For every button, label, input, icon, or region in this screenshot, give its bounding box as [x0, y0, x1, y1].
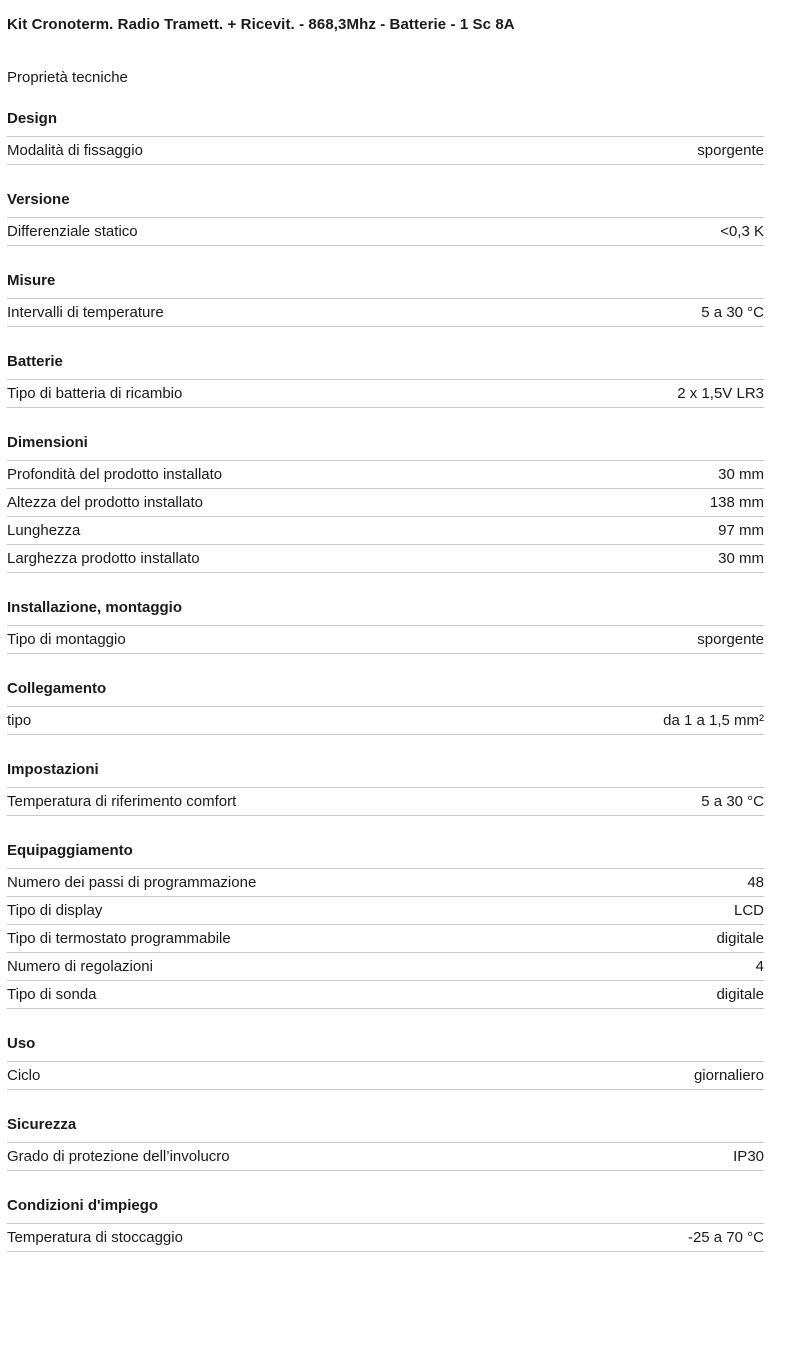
spec-section [7, 840, 764, 1009]
spec-row [7, 545, 764, 573]
spec-label: Numero dei passi di programmazione [7, 874, 257, 891]
spec-section [7, 351, 764, 408]
section-title: Condizioni d'impiego [7, 1195, 764, 1224]
spec-value: giornaliero [693, 1067, 764, 1084]
spec-label: Temperatura di stoccaggio [7, 1229, 183, 1246]
product-title: Kit Cronoterm. Radio Tramett. + Ricevit. - 868,3Mhz - Batterie - 1 Sc 8A [7, 16, 515, 33]
section-title: Batterie [7, 351, 764, 380]
spec-label: tipo [7, 712, 32, 729]
spec-row [7, 1224, 764, 1252]
spec-section [7, 1033, 764, 1090]
spec-label: Tipo di display [7, 902, 103, 919]
spec-section [7, 189, 764, 246]
spec-label: Grado di protezione dell’involucro [7, 1148, 230, 1165]
spec-label: Ciclo [7, 1067, 41, 1084]
spec-label: Larghezza prodotto installato [7, 550, 200, 567]
spec-label: Tipo di termostato programmabile [7, 930, 231, 947]
spec-row [7, 707, 764, 735]
spec-label: Tipo di sonda [7, 986, 97, 1003]
spec-label: Tipo di batteria di ricambio [7, 385, 183, 402]
section-title: Impostazioni [7, 759, 764, 788]
spec-section [7, 108, 764, 165]
spec-value: 48 [747, 874, 764, 891]
section-title: Uso [7, 1033, 764, 1062]
spec-row [7, 626, 764, 654]
spec-row [7, 137, 764, 165]
technical-properties-heading: Proprietà tecniche [7, 69, 128, 86]
section-title: Dimensioni [7, 432, 764, 461]
spec-section [7, 270, 764, 327]
section-title: Versione [7, 189, 764, 218]
spec-row [7, 869, 764, 897]
spec-row [7, 925, 764, 953]
spec-value: 5 a 30 °C [701, 793, 764, 810]
spec-value: sporgente [697, 142, 764, 159]
spec-label: Tipo di montaggio [7, 631, 126, 648]
spec-sections [7, 108, 764, 1276]
spec-value: 5 a 30 °C [701, 304, 764, 321]
spec-row [7, 461, 764, 489]
spec-value: LCD [733, 902, 764, 919]
section-title: Misure [7, 270, 764, 299]
spec-section [7, 432, 764, 573]
spec-value: 30 mm [718, 466, 764, 483]
section-title: Installazione, montaggio [7, 597, 764, 626]
spec-label: Numero di regolazioni [7, 958, 153, 975]
spec-row [7, 380, 764, 408]
section-title: Collegamento [7, 678, 764, 707]
spec-section [7, 759, 764, 816]
spec-value: <0,3 K [720, 223, 764, 240]
spec-row [7, 953, 764, 981]
spec-label: Profondità del prodotto installato [7, 466, 223, 483]
spec-label: Intervalli di temperature [7, 304, 164, 321]
spec-row [7, 218, 764, 246]
spec-value: 97 mm [718, 522, 764, 539]
spec-value: digitale [716, 986, 764, 1003]
spec-row [7, 788, 764, 816]
spec-row [7, 981, 764, 1009]
section-title: Equipaggiamento [7, 840, 764, 869]
spec-value: da 1 a 1,5 mm² [663, 712, 764, 729]
spec-row [7, 299, 764, 327]
spec-label: Altezza del prodotto installato [7, 494, 203, 511]
spec-row [7, 897, 764, 925]
spec-value: 30 mm [718, 550, 764, 567]
spec-label: Differenziale statico [7, 223, 138, 240]
spec-section [7, 1195, 764, 1252]
spec-row [7, 489, 764, 517]
spec-label: Temperatura di riferimento comfort [7, 793, 237, 810]
spec-label: Modalità di fissaggio [7, 142, 143, 159]
spec-value: -25 a 70 °C [687, 1229, 764, 1246]
spec-section [7, 678, 764, 735]
spec-value: 2 x 1,5V LR3 [677, 385, 764, 402]
section-title: Design [7, 108, 764, 137]
spec-value: digitale [716, 930, 764, 947]
spec-value: IP30 [733, 1148, 764, 1165]
spec-row [7, 1143, 764, 1171]
spec-section [7, 1114, 764, 1171]
spec-label: Lunghezza [7, 522, 81, 539]
spec-value: 138 mm [709, 494, 764, 511]
spec-value: 4 [755, 958, 764, 975]
spec-value: sporgente [697, 631, 764, 648]
spec-section [7, 597, 764, 654]
spec-row [7, 517, 764, 545]
spec-row [7, 1062, 764, 1090]
section-title: Sicurezza [7, 1114, 764, 1143]
